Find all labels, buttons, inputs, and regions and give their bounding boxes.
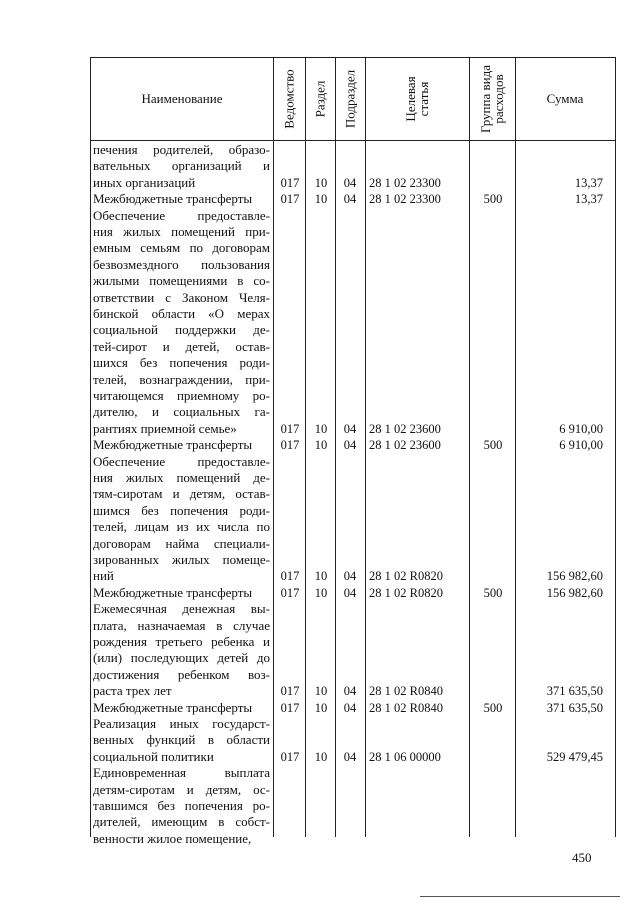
header-celevaya-line2: статья (416, 81, 431, 117)
row-name (93, 208, 270, 438)
table-row (91, 700, 615, 716)
row-vedomstvo: 017 (280, 585, 300, 600)
header-gruppa (469, 58, 515, 140)
row-name-line: ния жилых помещений при- (93, 224, 270, 239)
row-name-line: печения родителей, образо- (93, 142, 270, 157)
row-name-line: телей, вознаграждении, при- (93, 371, 270, 387)
header-separator (91, 140, 615, 141)
row-razdel: 10 (314, 684, 328, 699)
row-name-line: Межбюджетные трансферты (93, 699, 253, 715)
row-name-line: Обеспечение предоставле- (93, 453, 270, 469)
row-name-line: венных функций в области (93, 732, 270, 748)
row-summa: 6 910,00 (559, 438, 603, 453)
header-vedomstvo-label: Ведомство (281, 69, 297, 129)
row-razdel: 10 (314, 569, 328, 584)
row-razdel: 10 (314, 175, 328, 190)
table-row (91, 765, 615, 847)
header-vedomstvo (273, 58, 305, 140)
header-razdel (305, 58, 335, 140)
row-podrazdel: 04 (343, 700, 357, 715)
header-podrazdel-label: Подраздел (342, 69, 358, 129)
row-name-line: плата, назначаемая в случае (93, 617, 270, 633)
row-summa: 156 982,60 (546, 585, 603, 600)
row-name-line: венности жилое помещение, (93, 830, 252, 846)
row-gruppa: 500 (483, 438, 503, 453)
table-row (91, 437, 615, 453)
row-name-line: шимся без попечения роди- (93, 502, 270, 518)
row-gruppa: 500 (483, 700, 503, 715)
row-celevaya: 28 1 02 23600 (369, 438, 441, 453)
row-razdel: 10 (314, 421, 328, 436)
row-podrazdel: 04 (343, 749, 357, 764)
page-number: 450 (572, 850, 592, 865)
row-name-line: жилыми помещениями в со- (93, 273, 270, 289)
row-name-line: емным семьям по договорам (93, 240, 270, 256)
row-name-line: тавшимся без попечения ро- (93, 798, 270, 813)
row-name-line: вательных организаций и (93, 158, 270, 174)
row-celevaya: 28 1 02 R0820 (369, 569, 443, 584)
row-name-line: бинской области «О мерах (93, 306, 270, 322)
row-name-line: читающемся приемному ро- (93, 388, 270, 404)
row-celevaya: 28 1 02 23300 (369, 175, 441, 190)
row-podrazdel: 04 (343, 175, 357, 190)
row-name-line: зированных жилых помеще- (93, 552, 270, 568)
budget-table (90, 57, 616, 846)
row-name-line: ний (93, 568, 114, 584)
row-name-line: рантиях приемной семье» (93, 420, 237, 436)
row-name-line: рождения третьего ребенка и (93, 634, 270, 649)
row-name (93, 765, 270, 847)
row-podrazdel: 04 (343, 192, 357, 207)
header-summa (515, 58, 615, 140)
row-name (93, 454, 270, 585)
row-celevaya: 28 1 02 R0840 (369, 700, 443, 715)
row-name (93, 601, 270, 699)
row-name-line: Ежемесячная денежная вы- (93, 601, 270, 617)
row-razdel: 10 (314, 749, 328, 764)
table-row (91, 585, 615, 601)
row-name-line: безвозмездного пользования (93, 256, 270, 272)
row-name-line: Межбюджетные трансферты (93, 437, 253, 453)
row-celevaya: 28 1 02 R0840 (369, 684, 443, 699)
row-name-line: ния жилых помещений де- (93, 470, 270, 485)
table-row (91, 601, 615, 699)
row-gruppa: 500 (483, 192, 503, 207)
row-name-line: дителей, имеющим в собст- (93, 814, 270, 830)
header-gruppa-line1: Группа вида (478, 65, 493, 133)
row-name-line: тям-сиротам и детям, остав- (93, 486, 270, 502)
header-name-label: Наименование (141, 91, 223, 106)
row-summa: 371 635,50 (546, 684, 603, 699)
row-vedomstvo: 017 (280, 700, 300, 715)
row-vedomstvo: 017 (280, 569, 300, 584)
row-razdel: 10 (314, 192, 328, 207)
table-row (91, 454, 615, 585)
row-name-line: достижения ребенком воз- (93, 666, 270, 682)
row-name-line: шихся без попечения роди- (93, 355, 270, 371)
row-summa: 529 479,45 (546, 749, 603, 764)
row-name-line: социальной поддержки де- (93, 322, 270, 338)
header-razdel-label: Раздел (312, 80, 328, 118)
row-name (93, 191, 270, 207)
header-gruppa-label (479, 65, 505, 133)
row-name-line: социальной политики (93, 748, 214, 764)
row-celevaya: 28 1 02 R0820 (369, 585, 443, 600)
row-name (93, 716, 270, 765)
table-row (91, 191, 615, 207)
row-celevaya: 28 1 06 00000 (369, 749, 441, 764)
row-podrazdel: 04 (343, 421, 357, 436)
row-name-line: телей, лицам из их числа по (93, 519, 270, 535)
row-gruppa: 500 (483, 585, 503, 600)
row-name-line: Межбюджетные трансферты (93, 191, 253, 207)
row-summa: 13,37 (574, 192, 603, 207)
row-name-line: тей-сирот и детей, остав- (93, 338, 270, 354)
table-row (91, 208, 615, 438)
row-summa: 371 635,50 (546, 700, 603, 715)
row-summa: 156 982,60 (546, 569, 603, 584)
row-name-line: Единовременная выплата (93, 765, 270, 781)
table-row (91, 142, 615, 191)
row-summa: 13,37 (574, 175, 603, 190)
header-celevaya-label (404, 76, 430, 121)
row-name-line: договорам найма специали- (93, 535, 270, 551)
row-vedomstvo: 017 (280, 192, 300, 207)
header-celevaya (365, 58, 469, 140)
row-name-line: (или) последующих детей до (93, 650, 270, 666)
row-celevaya: 28 1 02 23300 (369, 192, 441, 207)
row-name-line: детям-сиротам и детям, ос- (93, 781, 270, 797)
row-name (93, 585, 270, 601)
header-gruppa-line2: расходов (491, 74, 506, 124)
row-podrazdel: 04 (343, 438, 357, 453)
row-vedomstvo: 017 (280, 749, 300, 764)
header-podrazdel (335, 58, 365, 140)
header-celevaya-line1: Целевая (403, 76, 418, 122)
row-vedomstvo: 017 (280, 421, 300, 436)
header-summa-label: Сумма (546, 91, 584, 106)
row-podrazdel: 04 (343, 569, 357, 584)
row-name-line: Реализация иных государст- (93, 716, 270, 731)
row-summa: 6 910,00 (559, 421, 603, 436)
row-name-line: ответствии с Законом Челя- (93, 289, 270, 305)
row-name-line: дителю, и социальных га- (93, 404, 270, 420)
header-name (91, 58, 273, 140)
row-name-line: Обеспечение предоставле- (93, 207, 270, 223)
row-razdel: 10 (314, 438, 328, 453)
row-name (93, 142, 270, 191)
row-razdel: 10 (314, 700, 328, 715)
row-name-line: раста трех лет (93, 683, 172, 699)
row-name-line: иных организаций (93, 174, 196, 190)
row-vedomstvo: 017 (280, 175, 300, 190)
row-podrazdel: 04 (343, 585, 357, 600)
row-name (93, 700, 270, 716)
row-podrazdel: 04 (343, 684, 357, 699)
row-vedomstvo: 017 (280, 438, 300, 453)
row-name (93, 437, 270, 453)
table-row (91, 716, 615, 765)
footer-rule (420, 896, 620, 897)
row-razdel: 10 (314, 585, 328, 600)
row-celevaya: 28 1 02 23600 (369, 421, 441, 436)
row-vedomstvo: 017 (280, 684, 300, 699)
row-name-line: Межбюджетные трансферты (93, 584, 253, 600)
